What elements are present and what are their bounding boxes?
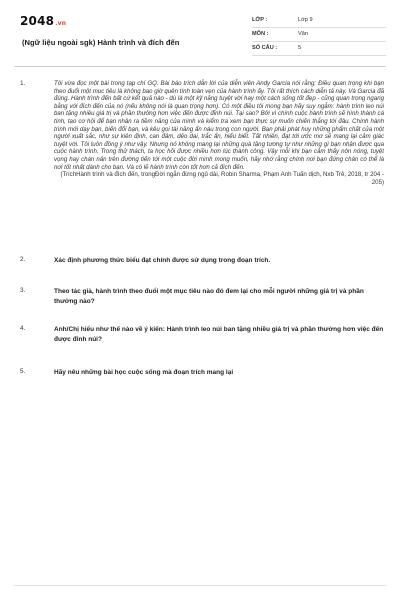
question-number: 5. (20, 368, 26, 375)
question-number: 3. (20, 287, 26, 294)
reading-passage: Tôi vừa đọc một bài trong tạp chí GQ. Bài báo trích dẫn lời của diễn viên Andy Garcia nói rằng: Điều quan trọng khi bạn theo đuổi một mục tiêu là không bao giờ quên tính toàn vẹn của hành trình ấy. Tôi rất thích cách diễn tả này. Và Garcia đã đúng. Hành trình đến bất cứ kết quả nào - dù là một kỹ năng tuyệt vời hay một cách sống tốt đẹp - cũng quan trọng ngang bằng với đích đến của nó (nếu không nói là quan trọng hơn). Có một điều tôi mong bạn hãy suy ngẫm: hành trình leo núi ban tặng nhiều giá trị và phần thưởng hơn việc đến được đỉnh núi. Tại sao? Bởi vì chính cuộc hành trình sẽ hình thành cá tính, tạo cơ hội để bạn nhận ra tiềm năng của mình và kiểm tra xem bạn thực sự muốn chiến thắng tới đâu. Chính hành trình mới dạy bạn, biến đổi bạn, và kêu gọi tài năng ẩn náu trong con người. Bạn phải phát huy những phẩm chất của một người xuất sắc, như sự kiên định, can đảm, dẻo dai, trắc ẩn, hiểu biết. Tất nhiên, đạt tới ước mơ sẽ mang lại cảm giác tuyệt vời. Tôi luôn đồng ý như vậy. Nhưng nó không mang lại những quà tặng tương tự như những gì bạn nhận được qua cuộc hành trình. Trong thử thách, ta học hỏi được nhiều hơn lúc thành công. Vậy mỗi khi bạn cảm thấy nôn nóng, tuyệt vọng hay chán nản trên đường tiến tới một cuộc đời mình mong muốn, hãy nhớ rằng chính nơi bạn đứng chân có thể là nơi tốt nhất dành cho bạn. Và có lẽ hành trình còn tốt hơn cả đích đến. (54, 80, 384, 171)
question-text: Theo tác giả, hành trình theo đuổi một mục tiêu nào đó đem lại cho mỗi người những giá trị và phần thưởng nào? (54, 288, 364, 305)
question-text: Hãy nêu những bài học cuộc sống mà đoạn trích mang lại (54, 369, 234, 376)
meta-table (252, 14, 386, 56)
question-body (54, 287, 384, 306)
question-number: 2. (20, 256, 26, 263)
meta-row-count (252, 42, 386, 56)
question-body (54, 80, 384, 186)
header-divider (14, 66, 386, 67)
meta-row-class (252, 14, 386, 28)
question-body (54, 368, 384, 378)
logo-main: 2048 (20, 14, 55, 28)
question-body (54, 256, 384, 266)
question-body (54, 325, 384, 344)
header (14, 14, 386, 58)
meta-key: SỐ CÂU : (252, 45, 278, 51)
meta-key: LỚP : (252, 17, 268, 23)
meta-row-subject (252, 28, 386, 42)
question-number: 1. (20, 80, 26, 87)
meta-value: Văn (298, 31, 308, 37)
question-text: Anh/Chị hiểu như thế nào về ý kiến: Hành trình leo núi ban tặng nhiều giá trị và phần thưởng hơn việc đến được đỉnh núi? (54, 326, 384, 343)
question-text: Xác định phương thức biểu đạt chính được sử dụng trong đoạn trích. (54, 257, 271, 264)
logo-suffix: .vn (55, 20, 67, 27)
question-number: 4. (20, 325, 26, 332)
meta-value: 5 (298, 45, 302, 51)
meta-key: MÔN : (252, 31, 269, 37)
meta-value: Lớp 9 (298, 17, 313, 23)
page-title: (Ngữ liệu ngoài sgk) Hành trình và đích đến (22, 38, 180, 47)
page-bottom-divider (14, 585, 386, 586)
site-logo[interactable] (20, 14, 66, 28)
passage-source: (TríchHành trình và đích đến, trongĐời ngắn đừng ngủ dài, Robin Sharma, Phạm Anh Tuấn dịch, Nxb Trẻ, 2018, tr 204 - 205) (60, 171, 384, 186)
